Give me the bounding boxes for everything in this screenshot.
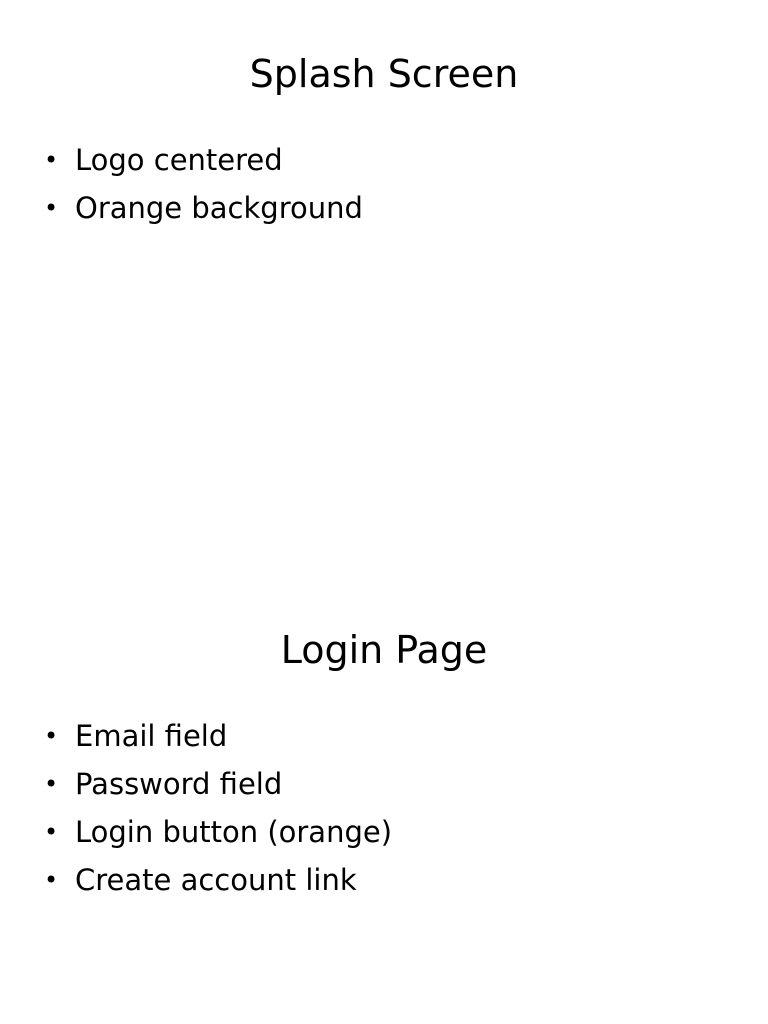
- list-item: [0, 765, 768, 813]
- bullet-text: Password field: [75, 767, 283, 801]
- bullet-dot-icon: •: [44, 770, 59, 798]
- bullet-dot-icon: •: [44, 722, 59, 750]
- bullet-text: Email field: [75, 719, 228, 753]
- list-item: [0, 861, 768, 909]
- bullet-dot-icon: •: [44, 818, 59, 846]
- list-item: [0, 813, 768, 861]
- bullet-list: [0, 141, 768, 237]
- bullet-text: Logo centered: [75, 143, 283, 177]
- bullet-list: [0, 717, 768, 909]
- bullet-dot-icon: •: [44, 146, 59, 174]
- slide-login-page: [0, 576, 768, 1024]
- list-item: [0, 141, 768, 189]
- bullet-text: Create account link: [75, 863, 357, 897]
- slide-title: Splash Screen: [249, 52, 519, 96]
- bullet-text: Orange background: [75, 191, 363, 225]
- bullet-dot-icon: •: [44, 866, 59, 894]
- bullet-text: Login button (orange): [75, 815, 393, 849]
- bullet-dot-icon: •: [44, 194, 59, 222]
- list-item: [0, 189, 768, 237]
- slide-title: Login Page: [280, 628, 488, 672]
- list-item: [0, 717, 768, 765]
